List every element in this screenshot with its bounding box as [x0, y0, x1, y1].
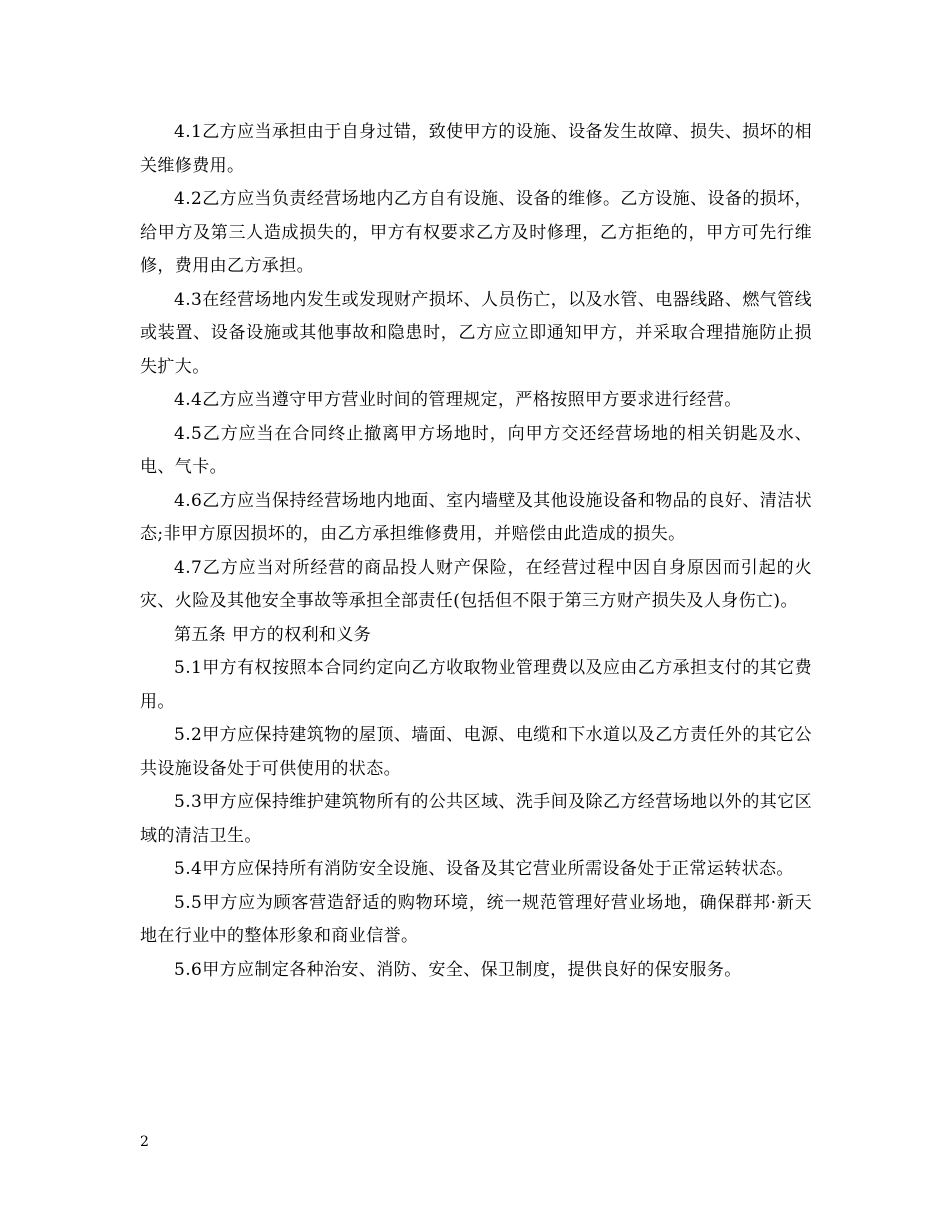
clause-5-3: 5.3甲方应保持维护建筑物所有的公共区域、洗手间及除乙方经营场地以外的其它区域的清洁卫生。: [140, 792, 812, 846]
clause-4-7: 4.7乙方应当对所经营的商品投人财产保险，在经营过程中因自身原因而引起的火灾、火险及其他安全事故等承担全部责任(包括但不限于第三方财产损失及人身伤亡)。: [140, 557, 812, 611]
clause-4-4: 4.4乙方应当遵守甲方营业时间的管理规定，严格按照甲方要求进行经营。: [174, 390, 742, 410]
clause-4-5: 4.5乙方应当在合同终止撤离甲方场地时，向甲方交还经营场地的相关钥匙及水、电、气卡。: [140, 423, 812, 477]
document-body: [140, 116, 812, 987]
clause-4-1: 4.1乙方应当承担由于自身过错，致使甲方的设施、设备发生故障、损失、损坏的相关维修费用。: [140, 122, 812, 176]
clause-5-1: 5.1甲方有权按照本合同约定向乙方收取物业管理费以及应由乙方承担支付的其它费用。: [140, 658, 812, 712]
clause-5-4: 5.4甲方应保持所有消防安全设施、设备及其它营业所需设备处于正常运转状态。: [174, 859, 794, 879]
clause-5-2: 5.2甲方应保持建筑物的屋顶、墙面、电源、电缆和下水道以及乙方责任外的其它公共设施设备处于可供使用的状态。: [140, 725, 812, 779]
page-number: 2: [140, 1134, 149, 1150]
clause-4-3: 4.3在经营场地内发生或发现财产损坏、人员伤亡，以及水管、电器线路、燃气管线或装置、设备设施或其他事故和隐患时，乙方应立即通知甲方，并采取合理措施防止损失扩大。: [140, 289, 812, 377]
clause-5-6: 5.6甲方应制定各种治安、消防、安全、保卫制度，提供良好的保安服务。: [174, 959, 742, 980]
clause-4-2: 4.2乙方应当负责经营场地内乙方自有设施、设备的维修。乙方设施、设备的损坏，给甲方及第三人造成损失的，甲方有权要求乙方及时修理，乙方拒绝的，甲方可先行维修，费用由乙方承担。: [140, 189, 812, 276]
clause-5-5: 5.5甲方应为顾客营造舒适的购物环境，统一规范管理好营业场地，确保群邦·新天地在行业中的整体形象和商业信誉。: [140, 892, 812, 946]
article-5-heading: 第五条 甲方的权利和义务: [174, 624, 372, 645]
clause-4-6: 4.6乙方应当保持经营场地内地面、室内墙壁及其他设施设备和物品的良好、清洁状态;非甲方原因损坏的，由乙方承担维修费用，并赔偿由此造成的损失。: [140, 490, 812, 544]
